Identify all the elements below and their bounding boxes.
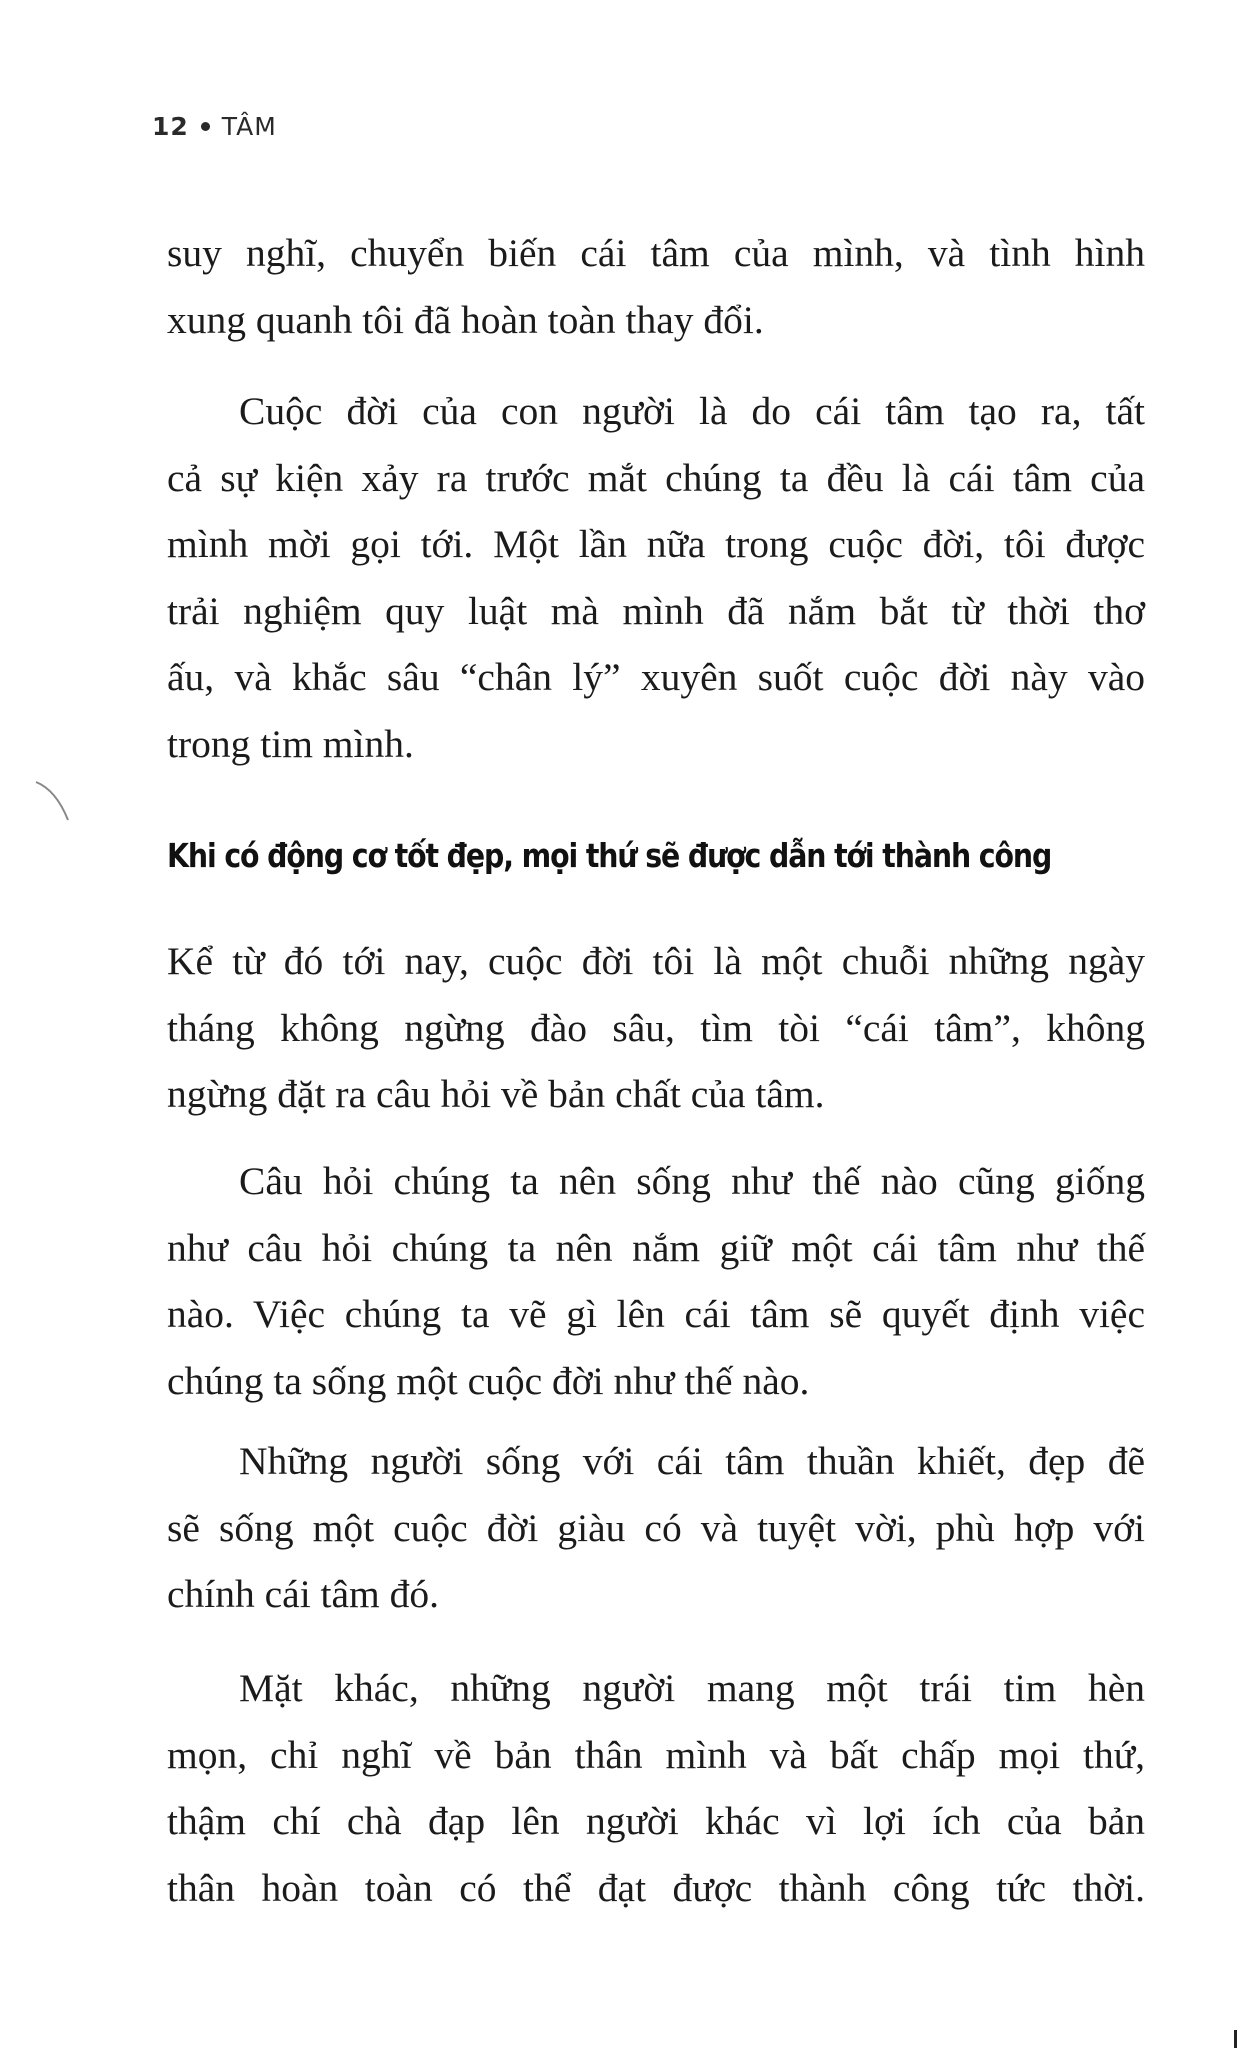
chapter-title: TÂM [221,112,277,141]
text-line: Những người sống với cái tâm thuần khiết, đẹp đẽ [239,1439,1145,1483]
text-line: Kể từ đó tới nay, cuộc đời tôi là một chuỗi những ngày [167,939,1145,983]
text-line: sẽ sống một cuộc đời giàu có và tuyệt vời, phù hợp với [167,1505,1145,1550]
text-line: chính cái tâm đó. [167,1572,440,1616]
text-line: trong tim mình. [167,721,414,766]
paragraph-6 [167,1655,1145,1921]
text-line: chúng ta sống một cuộc đời như thế nào. [167,1358,810,1403]
paragraph-4 [167,1148,1145,1414]
bullet-separator-icon [201,122,210,131]
text-line: ngừng đặt ra câu hỏi về bản chất của tâm. [167,1072,825,1116]
text-line: như câu hỏi chúng ta nên nắm giữ một cái tâm như thế [167,1225,1145,1270]
text-line: ấu, và khắc sâu “chân lý” xuyên suốt cuộc đời này vào [167,655,1145,699]
text-line: suy nghĩ, chuyển biến cái tâm của mình, và tình hình [167,231,1145,275]
paragraph-2 [167,378,1145,777]
running-head [152,112,277,141]
text-line: mọn, chỉ nghĩ về bản thân mình và bất chấp mọi thứ, [167,1732,1145,1777]
text-line: thậm chí chà đạp lên người khác vì lợi ích của bản [167,1799,1145,1843]
text-line: xung quanh tôi đã hoàn toàn thay đổi. [167,297,764,342]
text-line: Câu hỏi chúng ta nên sống như thế nào cũng giống [239,1159,1145,1203]
text-line: trải nghiệm quy luật mà mình đã nắm bắt từ thời thơ [167,588,1145,633]
page-number: 12 [152,112,189,141]
text-line: nào. Việc chúng ta vẽ gì lên cái tâm sẽ quyết định việc [167,1292,1145,1336]
paragraph-1 [167,220,1145,353]
paragraph-5 [167,1428,1145,1628]
page-edge-mark [1234,2030,1237,2048]
text-line: Cuộc đời của con người là do cái tâm tạo ra, tất [239,389,1145,433]
text-line: tháng không ngừng đào sâu, tìm tòi “cái tâm”, không [167,1005,1145,1050]
section-heading: Khi có động cơ tốt đẹp, mọi thứ sẽ được dẫn tới thành công [167,836,1052,875]
text-line: cả sự kiện xảy ra trước mắt chúng ta đều là cái tâm của [167,455,1145,500]
text-line: thân hoàn toàn có thể đạt được thành công tức thời. [167,1865,1145,1910]
text-line: mình mời gọi tới. Một lần nữa trong cuộc đời, tôi được [167,522,1145,566]
scan-mark-icon [34,780,70,824]
paragraph-3 [167,928,1145,1128]
text-line: Mặt khác, những người mang một trái tim hèn [239,1666,1145,1710]
